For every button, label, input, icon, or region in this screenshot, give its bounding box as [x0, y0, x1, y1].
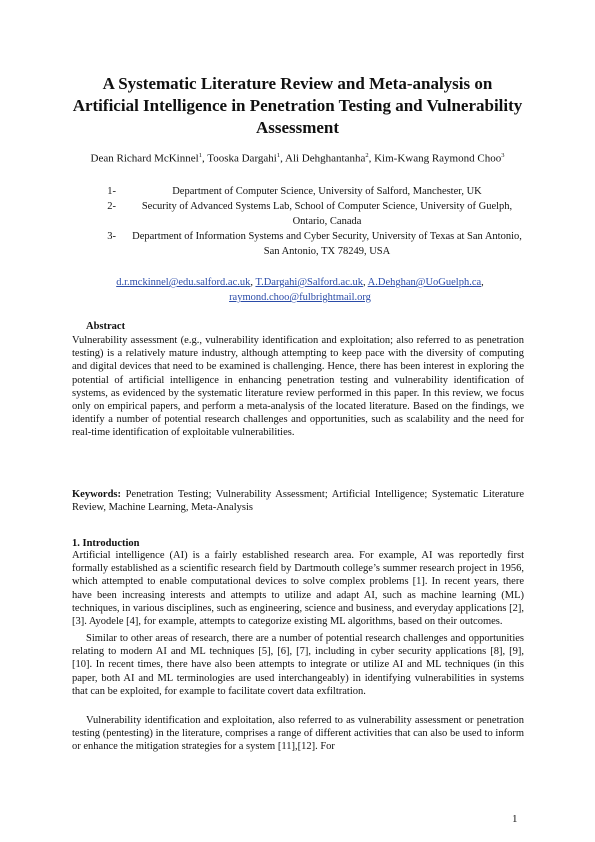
paper-title: A Systematic Literature Review and Meta-analysis on Artificial Intelligence in Penetration Testing and Vulnerability Assessment	[72, 74, 523, 137]
abstract-text: Vulnerability assessment (e.g., vulnerability identification and exploitation; also referred to as penetration testing) is a relatively mature industry, although attempting to keep pace with the diversity of computing and digital devices that need to be examined is challenging. Hence, there has been interest in exploring the potential of artificial intelligence in enhancing penetration testing and vulnerability identification of systems, as evidenced by the systematic literature review performed in this paper. In this review, we focus only on empirical papers, and perform a meta-analysis of the located literature. Based on the findings, we identify a number of potential research challenges and opportunities, such as scalability and the need for real-time identification of exploitable vulnerabilities.	[72, 335, 524, 439]
author-name: Tooska Dargahi	[207, 152, 277, 165]
body-paragraph: Similar to other areas of research, there are a number of potential research challenges and opportunities relating to modern AI and ML techniques [5], [6], [7], including in cyber security applications [8], [9], [10]. In recent times, there have also been attempts to integrate or utilize AI and ML techniques (in this paper, both AI and ML terminologies are used interchangeably) in identifying vulnerabilities in systems that can be exploited, for example to facilitate covert data exfiltration.	[72, 633, 524, 697]
affiliation-number: 2-	[107, 201, 116, 212]
author-name: Ali Dehghantanha	[285, 152, 366, 165]
body-paragraph: Vulnerability identification and exploitation, also referred to as vulnerability assessment or penetration testing (pentesting) in the literature, comprises a range of different activities that can also be used to inform or enhance the mitigation strategies for a system [11],[12]. For	[72, 715, 524, 753]
affiliation-text: Department of Information Systems and Cyber Security, University of Texas at San Antonio, San Antonio, TX 78249, USA	[132, 231, 522, 257]
author-affil-marker: 3	[501, 152, 505, 159]
email-link[interactable]: A.Dehghan@UoGuelph.ca	[367, 277, 482, 288]
author-list: Dean Richard McKinnel$^1$, Tooska Dargahi$^1$, Ali Dehghantanha$^2$, Kim-Kwang Raymond Choo$^3$	[90, 152, 505, 165]
email-link[interactable]: raymond.choo@fulbrightmail.org	[229, 292, 371, 303]
keywords-text: Penetration Testing; Vulnerability Assessment; Artificial Intelligence; Systematic Literature Review, Machine Learning, Meta-Analysis	[72, 489, 524, 514]
keywords	[72, 488, 524, 514]
author-name: Kim-Kwang Raymond Choo	[374, 152, 502, 165]
affiliation-text: Security of Advanced Systems Lab, School of Computer Science, University of Guelph, Ontario, Canada	[141, 201, 513, 227]
abstract-heading: Abstract	[86, 321, 126, 332]
author-affil-marker: 2	[365, 152, 369, 159]
affiliation-item	[90, 229, 530, 259]
affiliation-number: 3-	[107, 231, 116, 242]
affiliation-text: Department of Computer Science, University of Salford, Manchester, UK	[172, 186, 482, 197]
keywords-label: Keywords:	[72, 489, 121, 500]
page-number: 1	[512, 813, 518, 825]
author-name: Dean Richard McKinnel	[90, 152, 199, 165]
section-heading: 1. Introduction	[72, 538, 140, 549]
email-link[interactable]: d.r.mckinnel@edu.salford.ac.uk	[116, 277, 251, 288]
body-paragraph: Artificial intelligence (AI) is a fairly established research area. For example, AI was reportedly first formally established as a scientific research field by Dartmouth college’s summer research project in 1956, which attempted to enable computational devices to solve complex problems [1]. In recent years, there have been increasing interests and attempts to utilize and adapt AI, such as machine learning (ML) techniques, in various disciplines, such as engineering, science and business, and everyday applications [2],[3]. Ayodele [4], for example, attempts to categorize existing ML algorithms, based on their outcomes.	[72, 550, 524, 628]
email-list: d.r.mckinnel@edu.salford.ac.uk, T.Dargahi@Salford.ac.uk, A.Dehghan@UoGuelph.ca, raymond.choo@fulbrightmail.org	[116, 277, 484, 303]
author-affil-marker: 1	[198, 152, 202, 159]
affiliation-item	[90, 184, 530, 199]
author-affil-marker: 1	[276, 152, 281, 159]
email-link[interactable]: T.Dargahi@Salford.ac.uk	[255, 277, 363, 288]
affiliation-number: 1-	[107, 186, 116, 197]
affiliation-list	[90, 184, 530, 259]
affiliation-item	[90, 199, 530, 229]
